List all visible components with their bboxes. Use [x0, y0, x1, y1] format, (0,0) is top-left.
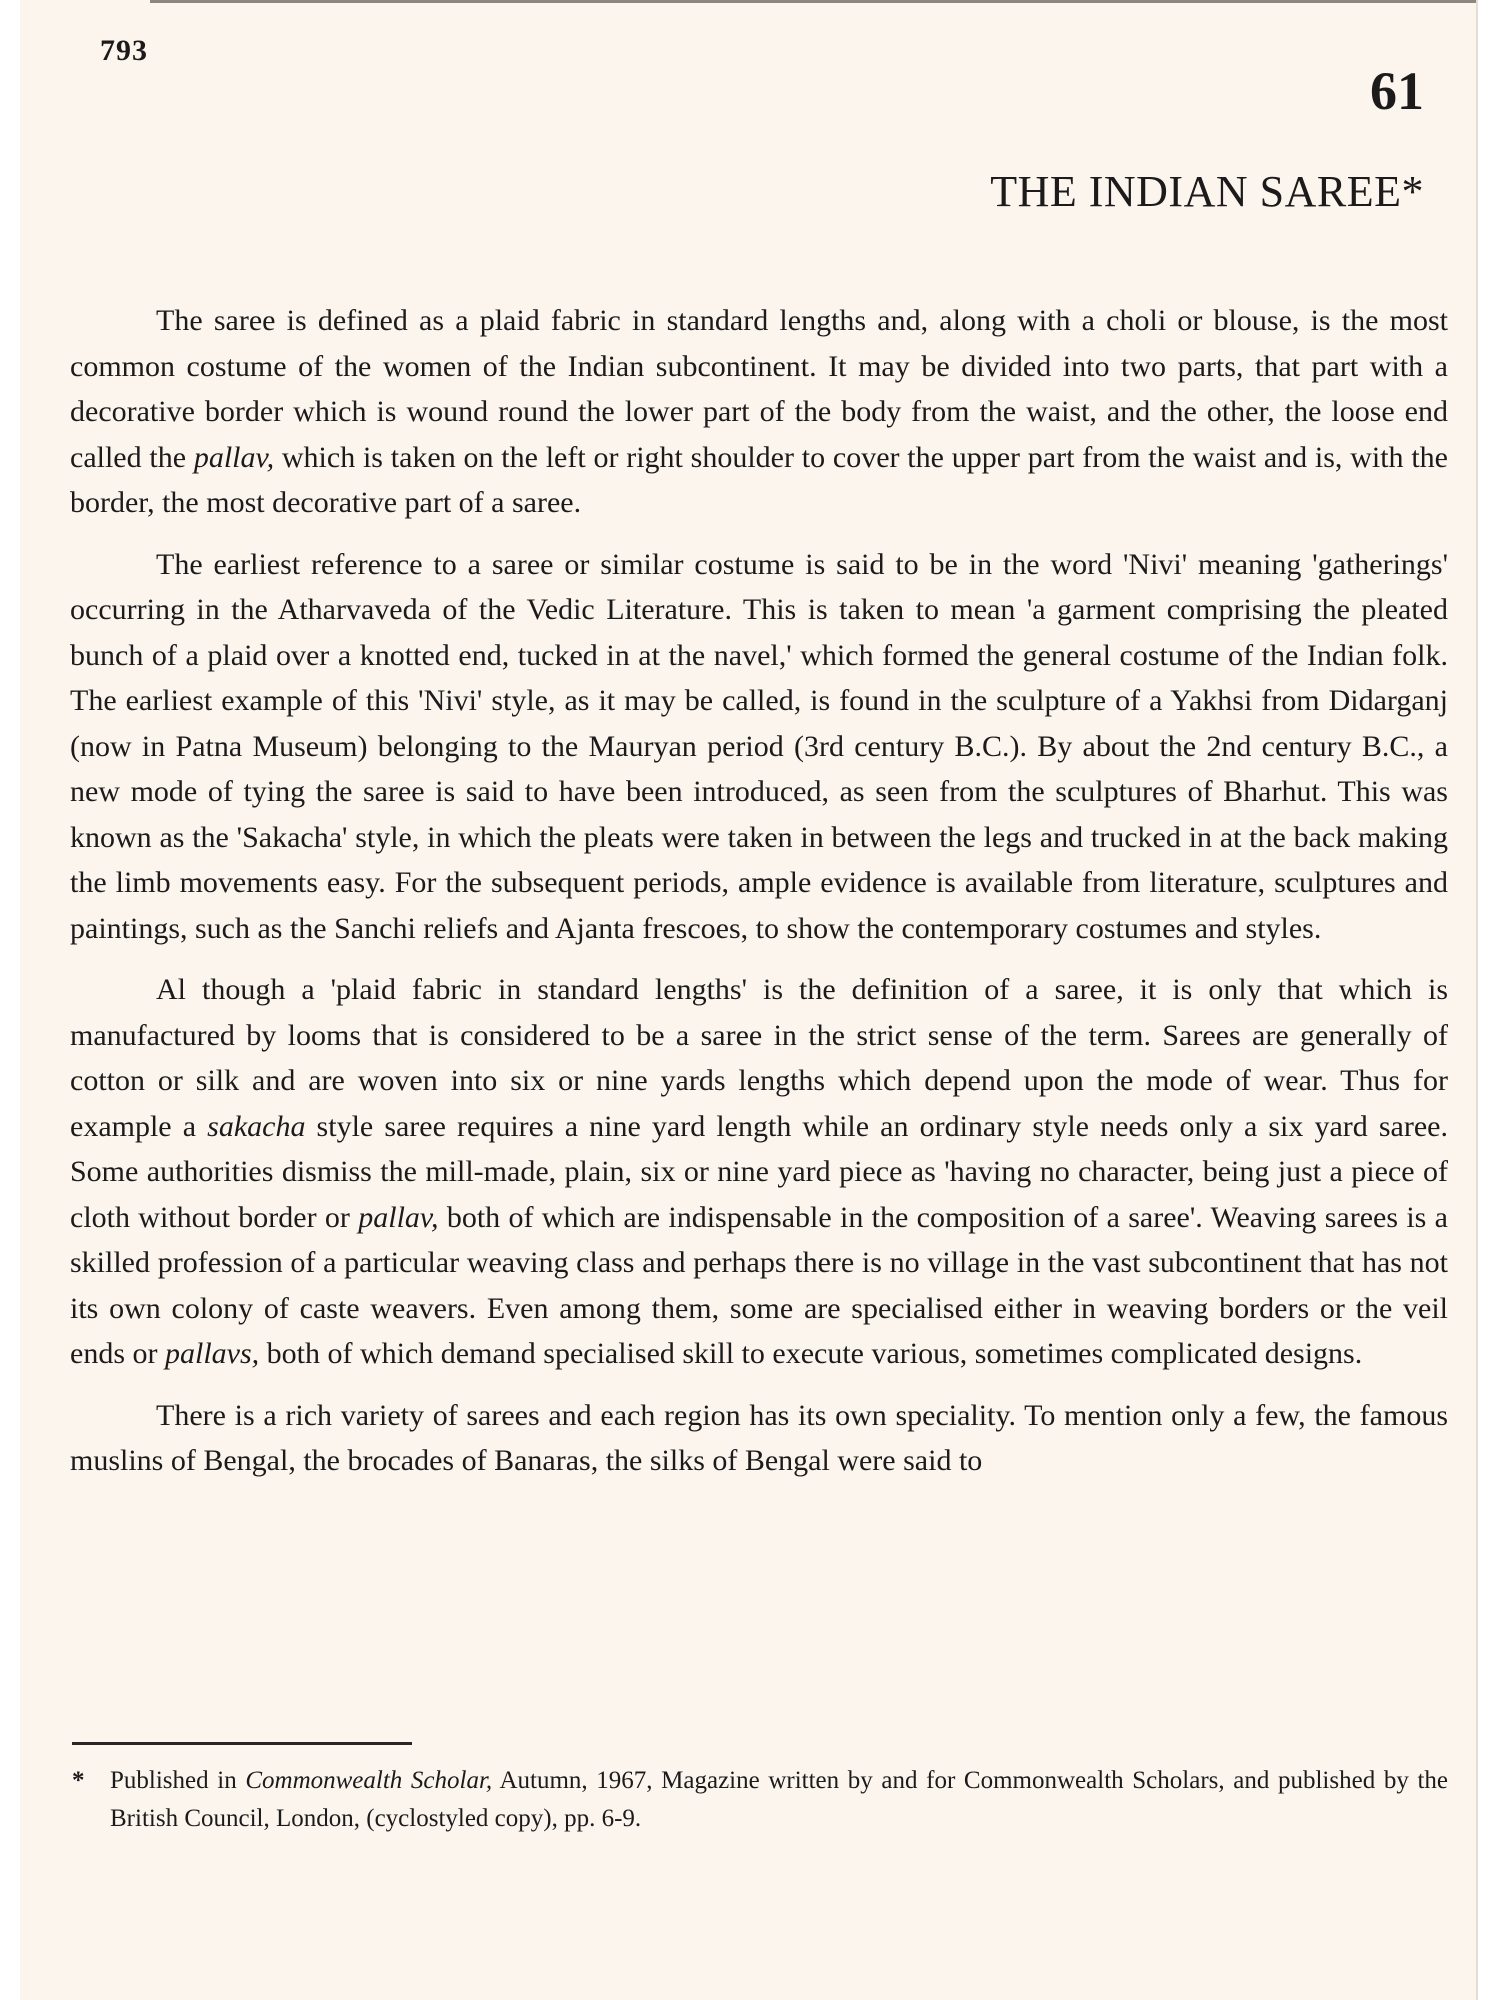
footnote-marker: * — [72, 1767, 85, 1794]
footnote-text: Published in Commonwealth Scholar, Autumn, 1967, Magazine written by and for Commonwealth Scholars, and published by the British Council, London, (cyclostyled copy), pp. 6-9. — [110, 1767, 1449, 1832]
italic-term: pallav, — [193, 440, 275, 474]
footnote-rule — [72, 1742, 412, 1745]
italic-term: sakacha — [207, 1109, 306, 1143]
paragraph-4: There is a rich variety of sarees and each region has its own speciality. To mention only a few, the famous muslins of Bengal, the brocades of Banaras, the silks of Bengal were said to — [70, 1398, 1448, 1477]
italic-term: pallavs, — [164, 1337, 260, 1370]
paragraph-2: The earliest reference to a saree or similar costume is said to be in the word 'Nivi' meaning 'gatherings' occurring in the Atharvaveda of the Vedic Literature. This is taken to mean 'a garment comprising the pleated bunch of a plaid over a knotted end, tucked in at the navel,' which formed the general costume of the Indian folk. The earliest example of this 'Nivi' style, as it may be called, is found in the sculpture of a Yakhsi from Didarganj (now in Patna Museum) belonging to the Mauryan period (3rd century B.C.). By about the 2nd century B.C., a new mode of tying the saree is said to have been introduced, as seen from the sculptures of Bharhut. This was known as the 'Sakacha' style, in which the pleats were taken in between the legs and trucked in at the back making the limb movements easy. For the subsequent periods, ample evidence is available from literature, sculptures and paintings, such as the Sanchi reliefs and Ajanta frescoes, to show the contemporary costumes and styles. — [70, 547, 1448, 945]
article-body — [70, 298, 1448, 1500]
italic-term: Commonwealth Scholar, — [245, 1767, 493, 1794]
footnote — [72, 1762, 1448, 1838]
paragraph-1: The saree is defined as a plaid fabric in standard lengths and, along with a choli or blouse, is the most common costume of the women of the Indian subcontinent. It may be divided into two parts, that part with a decorative border which is wound round the lower part of the body from the waist, and the other, the loose end called the pallav, which is taken on the left or right shoulder to cover the upper part from the waist and is, with the border, the most decorative part of a saree. — [70, 304, 1448, 519]
folio-number: 793 — [100, 34, 148, 67]
book-page — [20, 0, 1478, 2000]
chapter-title: THE INDIAN SAREE* — [990, 167, 1424, 216]
chapter-number: 61 — [1370, 61, 1424, 121]
italic-term: pallav, — [358, 1200, 439, 1234]
paragraph-3: Al though a 'plaid fabric in standard lengths' is the definition of a saree, it is only that which is manufactured by looms that is considered to be a saree in the strict sense of the term. Sarees are generally of cotton or silk and are woven into six or nine yards lengths which depend upon the mode of wear. Thus for example a sakacha style saree requires a nine yard length while an ordinary style needs only a six yard saree. Some authorities dismiss the mill-made, plain, six or nine yard piece as 'having no character, being just a piece of cloth without border or pallav, both of which are indispensable in the composition of a saree'. Weaving sarees is a skilled profession of a particular weaving class and perhaps there is no village in the vast subcontinent that has not its own colony of caste weavers. Even among them, some are specialised either in weaving borders or the veil ends or pallavs, both of which demand specialised skill to execute various, sometimes complicated designs. — [70, 973, 1448, 1370]
top-rule — [150, 0, 1476, 3]
